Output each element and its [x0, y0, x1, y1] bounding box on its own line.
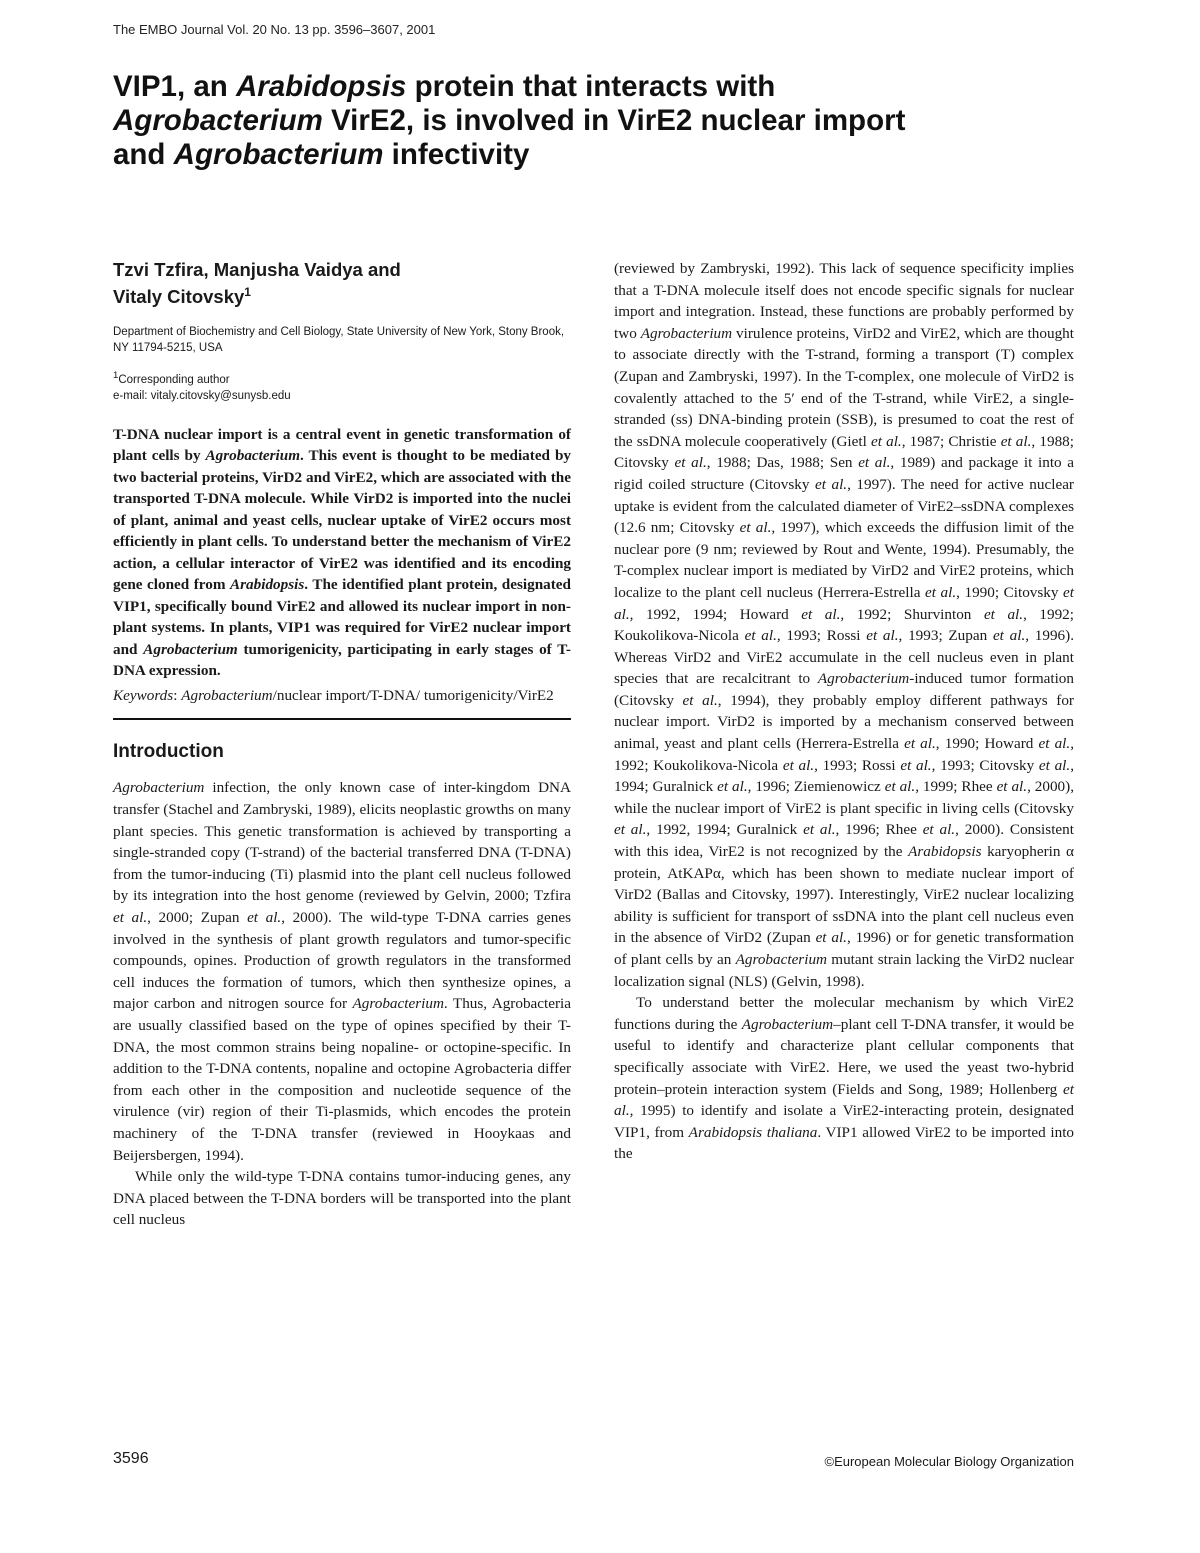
right-column	[614, 258, 1074, 1165]
intro-paragraph-1: Agrobacterium infection, the only known case of inter-kingdom DNA transfer (Stachel and Zambryski, 1989), elicits neoplastic growths on many plant species. This genetic transformation is achieved by transporting a single-stranded copy (T-strand) of the bacterial transferred DNA (T-DNA) from the tumor-inducing (Ti) plasmid into the plant cell nucleus followed by its integration into the host genome (reviewed by Gelvin, 2000; Tzfira et al., 2000; Zupan et al., 2000). The wild-type T-DNA carries genes involved in the synthesis of plant growth regulators and tumor-specific compounds, opines. Production of growth regulators in the transformed cell induces the formation of tumors, which then synthesize opines, a major carbon and nitrogen source for Agrobacterium. Thus, Agrobacteria are usually classified based on the type of opines specified by their T-DNA, the most common strains being nopaline- or octopine-specific. In addition to the T-DNA contents, nopaline and octopine Agrobacteria differ from each other in the composition and nucleotide sequence of the virulence (vir) region of their Ti-plasmids, which encodes the protein machinery of the T-DNA transfer (reviewed in Hooykaas and Beijersbergen, 1994).	[113, 779, 572, 1164]
intro-paragraph-3: To understand better the molecular mechanism by which VirE2 functions during the Agrobacterium–plant cell T-DNA transfer, it would be useful to identify and characterize plant cellular components that specifically associate with VirE2. Here, we used the yeast two-hybrid protein–protein interaction system (Fields and Song, 1989; Hollenberg et al., 1995) to identify and isolate a VirE2-interacting protein, designated VIP1, from Arabidopsis thaliana. VIP1 allowed VirE2 to be imported into the	[614, 994, 1075, 1163]
section-divider	[113, 718, 571, 720]
corresponding-author: $^1$Corresponding author e-mail: vitaly.citovsky@sunysb.edu	[113, 368, 571, 404]
article-title: VIP1, an Arabidopsis protein that interacts with Agrobacterium VirE2, is involved in VirE2 nuclear import and Agrobacterium infectivity	[113, 70, 906, 171]
author-email: e-mail: vitaly.citovsky@sunysb.edu	[113, 389, 291, 402]
page-number: 3596	[113, 1450, 149, 1467]
affiliation: Department of Biochemistry and Cell Biology, State University of New York, Stony Brook, NY 11794-5215, USA	[113, 326, 565, 355]
journal-header: The EMBO Journal Vol. 20 No. 13 pp. 3596–3607, 2001	[113, 22, 436, 37]
copyright-notice: ©European Molecular Biology Organization	[824, 1454, 1074, 1469]
keywords: Keywords: Agrobacterium/nuclear import/T-DNA/ tumorigenicity/VirE2	[113, 686, 554, 704]
abstract: T-DNA nuclear import is a central event in genetic transformation of plant cells by Agrobacterium. This event is thought to be mediated by two bacterial proteins, VirD2 and VirE2, which are associated with the transported T-DNA molecule. While VirD2 is imported into the nuclei of plant, animal and yeast cells, nuclear uptake of VirE2 occurs most efficiently in plant cells. To understand better the mechanism of VirE2 action, a cellular interactor of VirE2 was identified and its encoding gene cloned from Arabidopsis. The identified plant protein, designated VIP1, specifically bound VirE2 and allowed its nuclear import in non-plant systems. In plants, VIP1 was required for VirE2 nuclear import and Agrobacterium tumorigenicity, participating in early stages of T-DNA expression.	[113, 425, 571, 680]
intro-paragraph-2-continued: (reviewed by Zambryski, 1992). This lack of sequence specificity implies that a T-DNA molecule itself does not encode specific signals for nuclear import and integration. Instead, these functions are probably performed by two Agrobacterium virulence proteins, VirD2 and VirE2, which are thought to associate directly with the T-strand, forming a transport (T) complex (Zupan and Zambryski, 1997). In the T-complex, one molecule of VirD2 is covalently attached to the 5′ end of the T-strand, while VirE2, a single-stranded (ss) DNA-binding protein (SSB), is presumed to coat the rest of the ssDNA molecule cooperatively (Gietl et al., 1987; Christie et al., 1988; Citovsky et al., 1988; Das, 1988; Sen et al., 1989) and package it into a rigid coiled structure (Citovsky et al., 1997). The need for active nuclear uptake is evident from the calculated diameter of VirE2–ssDNA complexes (12.6 nm; Citovsky et al., 1997), which exceeds the diffusion limit of the nuclear pore (9 nm; reviewed by Rout and Wente, 1994). Presumably, the T-complex nuclear import is mediated by VirD2 and VirE2 proteins, which localize to the plant cell nucleus (Herrera-Estrella et al., 1990; Citovsky et al., 1992, 1994; Howard et al., 1992; Shurvinton et al., 1992; Koukolikova-Nicola et al., 1993; Rossi et al., 1993; Zupan et al., 1996). Whereas VirD2 and VirE2 accumulate in the cell nucleus even in plant species that are recalcitrant to Agrobacterium-induced tumor formation (Citovsky et al., 1994), they probably employ different pathways for nuclear import. VirD2 is imported by a mechanism conserved between animal, yeast and plant cells (Herrera-Estrella et al., 1990; Howard et al., 1992; Koukolikova-Nicola et al., 1993; Rossi et al., 1993; Citovsky et al., 1994; Guralnick et al., 1996; Ziemienowicz et al., 1999; Rhee et al., 2000), while the nuclear import of VirE2 is plant specific in living cells (Citovsky et al., 1992, 1994; Guralnick et al., 1996; Rhee et al., 2000). Consistent with this idea, VirE2 is not recognized by the Arabidopsis karyopherin α protein, AtKAPα, which has been shown to mediate nuclear import of VirD2 (Ballas and Citovsky, 1997). Interestingly, VirE2 nuclear localizing ability is sufficient for transport of ssDNA into the plant cell nucleus even in the absence of VirD2 (Zupan et al., 1996) or for genetic transformation of plant cells by an Agrobacterium mutant strain lacking the VirD2 nuclear localization signal (NLS) (Gelvin, 1998).	[614, 260, 1075, 990]
section-heading-introduction: Introduction	[113, 741, 224, 763]
intro-paragraph-2: While only the wild-type T-DNA contains tumor-inducing genes, any DNA placed between the T-DNA borders will be transported into the plant cell nucleus	[113, 1168, 571, 1229]
author-list: Tzvi Tzfira, Manjusha Vaidya and Vitaly Citovsky$^1$	[113, 259, 401, 308]
left-column	[113, 258, 571, 1231]
